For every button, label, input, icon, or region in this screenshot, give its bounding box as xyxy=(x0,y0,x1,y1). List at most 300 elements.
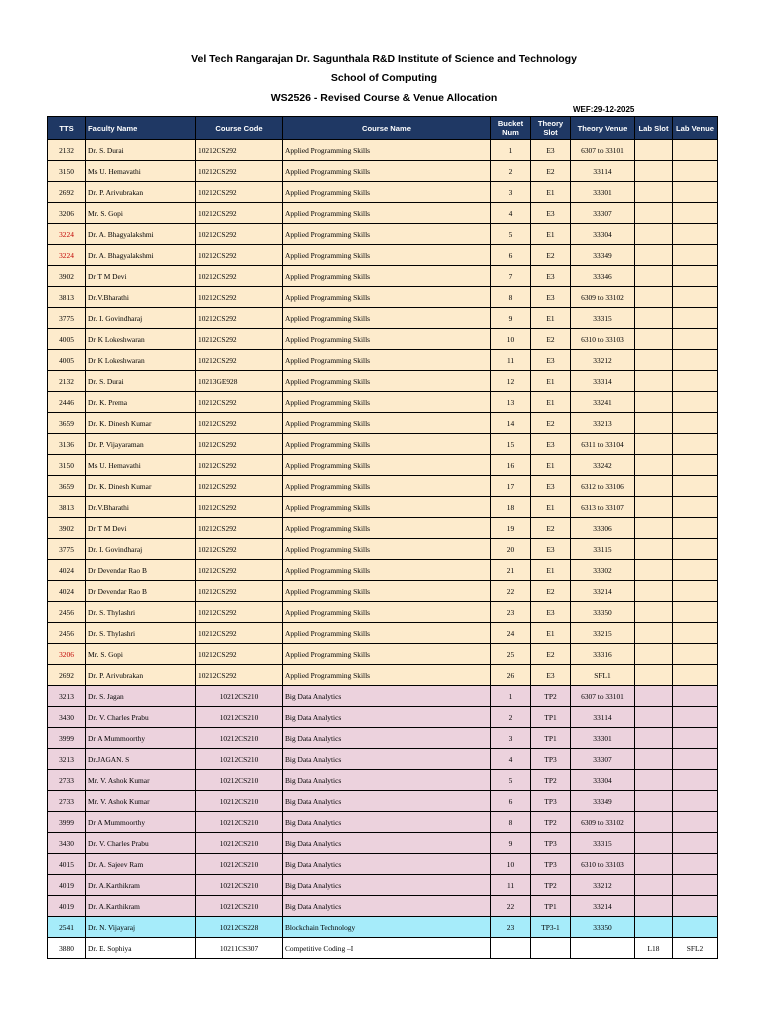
bucket-num-cell: 6 xyxy=(491,791,531,812)
table-row xyxy=(48,413,718,434)
lab-slot-cell xyxy=(635,728,673,749)
theory-slot-cell: E2 xyxy=(531,413,571,434)
theory-venue-cell: 33115 xyxy=(571,539,635,560)
theory-slot-cell: E1 xyxy=(531,224,571,245)
lab-slot-cell xyxy=(635,917,673,938)
course-name-cell: Applied Programming Skills xyxy=(283,182,491,203)
lab-venue-cell xyxy=(673,182,718,203)
tts-cell: 3775 xyxy=(48,539,86,560)
lab-slot-cell xyxy=(635,518,673,539)
theory-venue-cell: 33212 xyxy=(571,350,635,371)
theory-slot-cell: E3 xyxy=(531,140,571,161)
theory-venue-cell: 33304 xyxy=(571,224,635,245)
bucket-num-cell: 9 xyxy=(491,308,531,329)
col-header-faculty-name: Faculty Name xyxy=(86,117,196,140)
lab-slot-cell xyxy=(635,371,673,392)
lab-venue-cell xyxy=(673,455,718,476)
lab-venue-cell xyxy=(673,896,718,917)
course-name-cell: Big Data Analytics xyxy=(283,812,491,833)
course-name-cell: Applied Programming Skills xyxy=(283,497,491,518)
tts-cell: 3430 xyxy=(48,833,86,854)
course-code-cell: 10212CS292 xyxy=(196,224,283,245)
course-code-cell: 10212CS292 xyxy=(196,413,283,434)
col-header-tts: TTS xyxy=(48,117,86,140)
lab-venue-cell xyxy=(673,413,718,434)
table-row xyxy=(48,896,718,917)
theory-venue-cell: 6309 to 33102 xyxy=(571,812,635,833)
theory-venue-cell: 33346 xyxy=(571,266,635,287)
lab-venue-cell xyxy=(673,140,718,161)
table-row xyxy=(48,728,718,749)
faculty-name-cell: Dr. V. Charles Prabu xyxy=(86,833,196,854)
table-row xyxy=(48,455,718,476)
faculty-name-cell: Dr. E. Sophiya xyxy=(86,938,196,959)
course-code-cell: 10212CS292 xyxy=(196,287,283,308)
course-code-cell: 10212CS292 xyxy=(196,392,283,413)
lab-slot-cell xyxy=(635,896,673,917)
course-name-cell: Applied Programming Skills xyxy=(283,455,491,476)
course-code-cell: 10212CS292 xyxy=(196,476,283,497)
table-row xyxy=(48,812,718,833)
course-name-cell: Big Data Analytics xyxy=(283,833,491,854)
theory-venue-cell: 6310 to 33103 xyxy=(571,854,635,875)
course-name-cell: Applied Programming Skills xyxy=(283,203,491,224)
theory-slot-cell: E1 xyxy=(531,308,571,329)
table-row xyxy=(48,350,718,371)
theory-slot-cell: TP3 xyxy=(531,749,571,770)
lab-slot-cell xyxy=(635,749,673,770)
course-name-cell: Competitive Coding –I xyxy=(283,938,491,959)
faculty-name-cell: Dr T M Devi xyxy=(86,518,196,539)
lab-slot-cell xyxy=(635,224,673,245)
col-header-theory-venue: Theory Venue xyxy=(571,117,635,140)
course-name-cell: Applied Programming Skills xyxy=(283,266,491,287)
faculty-name-cell: Dr. S. Durai xyxy=(86,371,196,392)
bucket-num-cell: 8 xyxy=(491,812,531,833)
faculty-name-cell: Dr T M Devi xyxy=(86,266,196,287)
course-code-cell: 10212CS292 xyxy=(196,539,283,560)
theory-venue-cell: 33242 xyxy=(571,455,635,476)
bucket-num-cell: 8 xyxy=(491,287,531,308)
lab-slot-cell xyxy=(635,308,673,329)
theory-slot-cell: TP2 xyxy=(531,875,571,896)
theory-venue-cell: 33241 xyxy=(571,392,635,413)
theory-slot-cell: E2 xyxy=(531,245,571,266)
faculty-name-cell: Dr. A. Bhagyalakshmi xyxy=(86,245,196,266)
bucket-num-cell: 2 xyxy=(491,161,531,182)
table-row xyxy=(48,938,718,959)
faculty-name-cell: Dr.JAGAN. S xyxy=(86,749,196,770)
lab-slot-cell xyxy=(635,329,673,350)
course-name-cell: Big Data Analytics xyxy=(283,896,491,917)
lab-venue-cell: SFL2 xyxy=(673,938,718,959)
course-name-cell: Big Data Analytics xyxy=(283,728,491,749)
faculty-name-cell: Mr. V. Ashok Kumar xyxy=(86,791,196,812)
bucket-num-cell: 4 xyxy=(491,749,531,770)
course-name-cell: Applied Programming Skills xyxy=(283,140,491,161)
course-name-cell: Big Data Analytics xyxy=(283,791,491,812)
course-name-cell: Big Data Analytics xyxy=(283,686,491,707)
table-row xyxy=(48,308,718,329)
bucket-num-cell: 10 xyxy=(491,854,531,875)
col-header-theory-slot: Theory Slot xyxy=(531,117,571,140)
lab-venue-cell xyxy=(673,371,718,392)
tts-cell: 4019 xyxy=(48,875,86,896)
course-code-cell: 10212CS210 xyxy=(196,833,283,854)
course-name-cell: Big Data Analytics xyxy=(283,749,491,770)
lab-slot-cell xyxy=(635,770,673,791)
course-name-cell: Applied Programming Skills xyxy=(283,602,491,623)
bucket-num-cell: 18 xyxy=(491,497,531,518)
table-row xyxy=(48,224,718,245)
bucket-num-cell: 5 xyxy=(491,770,531,791)
bucket-num-cell: 23 xyxy=(491,917,531,938)
lab-venue-cell xyxy=(673,665,718,686)
lab-venue-cell xyxy=(673,161,718,182)
table-row xyxy=(48,434,718,455)
theory-slot-cell: E2 xyxy=(531,518,571,539)
tts-cell: 2456 xyxy=(48,623,86,644)
theory-slot-cell: TP3 xyxy=(531,791,571,812)
tts-cell: 2132 xyxy=(48,371,86,392)
tts-cell: 3136 xyxy=(48,434,86,455)
course-name-cell: Applied Programming Skills xyxy=(283,581,491,602)
table-row xyxy=(48,497,718,518)
lab-venue-cell xyxy=(673,917,718,938)
theory-venue-cell: 33214 xyxy=(571,896,635,917)
bucket-num-cell: 7 xyxy=(491,266,531,287)
table-row xyxy=(48,266,718,287)
lab-venue-cell xyxy=(673,560,718,581)
course-code-cell: 10212CS292 xyxy=(196,140,283,161)
course-code-cell: 10212CS292 xyxy=(196,455,283,476)
lab-venue-cell xyxy=(673,308,718,329)
theory-slot-cell: E3 xyxy=(531,539,571,560)
bucket-num-cell: 20 xyxy=(491,539,531,560)
faculty-name-cell: Dr. P. Vijayaraman xyxy=(86,434,196,455)
table-row xyxy=(48,833,718,854)
theory-venue-cell: 33214 xyxy=(571,581,635,602)
tts-cell: 2733 xyxy=(48,791,86,812)
theory-venue-cell: 6311 to 33104 xyxy=(571,434,635,455)
bucket-num-cell: 3 xyxy=(491,182,531,203)
bucket-num-cell: 4 xyxy=(491,203,531,224)
course-code-cell: 10212CS210 xyxy=(196,791,283,812)
bucket-num-cell: 14 xyxy=(491,413,531,434)
faculty-name-cell: Dr. I. Govindharaj xyxy=(86,539,196,560)
tts-cell: 2692 xyxy=(48,665,86,686)
tts-cell: 4005 xyxy=(48,350,86,371)
wef-date: WEF:29-12-2025 xyxy=(573,105,635,114)
document-title: WS2526 - Revised Course & Venue Allocation xyxy=(270,92,498,104)
course-code-cell: 10212CS292 xyxy=(196,560,283,581)
lab-slot-cell: L18 xyxy=(635,938,673,959)
lab-venue-cell xyxy=(673,854,718,875)
course-name-cell: Big Data Analytics xyxy=(283,875,491,896)
theory-venue-cell: 33314 xyxy=(571,371,635,392)
table-row xyxy=(48,161,718,182)
school-title: School of Computing xyxy=(330,72,438,84)
lab-venue-cell xyxy=(673,245,718,266)
course-code-cell: 10212CS292 xyxy=(196,518,283,539)
faculty-name-cell: Dr Devendar Rao B xyxy=(86,560,196,581)
bucket-num-cell: 21 xyxy=(491,560,531,581)
lab-slot-cell xyxy=(635,413,673,434)
theory-venue-cell: 6307 to 33101 xyxy=(571,140,635,161)
allocation-table xyxy=(47,116,718,959)
theory-slot-cell: TP3-1 xyxy=(531,917,571,938)
tts-cell: 2692 xyxy=(48,182,86,203)
faculty-name-cell: Ms U. Hemavathi xyxy=(86,455,196,476)
bucket-num-cell: 11 xyxy=(491,875,531,896)
course-code-cell: 10212CS210 xyxy=(196,707,283,728)
course-code-cell: 10212CS228 xyxy=(196,917,283,938)
tts-cell: 3999 xyxy=(48,728,86,749)
theory-venue-cell: 33215 xyxy=(571,623,635,644)
lab-venue-cell xyxy=(673,644,718,665)
bucket-num-cell: 1 xyxy=(491,140,531,161)
lab-venue-cell xyxy=(673,434,718,455)
bucket-num-cell: 24 xyxy=(491,623,531,644)
table-row xyxy=(48,602,718,623)
lab-slot-cell xyxy=(635,623,673,644)
bucket-num-cell: 13 xyxy=(491,392,531,413)
course-code-cell: 10212CS292 xyxy=(196,161,283,182)
bucket-num-cell: 23 xyxy=(491,602,531,623)
theory-slot-cell: TP2 xyxy=(531,770,571,791)
table-row xyxy=(48,875,718,896)
course-name-cell: Applied Programming Skills xyxy=(283,161,491,182)
lab-slot-cell xyxy=(635,686,673,707)
faculty-name-cell: Dr. S. Thylashri xyxy=(86,623,196,644)
table-row xyxy=(48,518,718,539)
bucket-num-cell: 26 xyxy=(491,665,531,686)
theory-slot-cell: TP3 xyxy=(531,854,571,875)
tts-cell: 4024 xyxy=(48,581,86,602)
tts-cell: 3813 xyxy=(48,287,86,308)
course-name-cell: Applied Programming Skills xyxy=(283,329,491,350)
institute-title: Vel Tech Rangarajan Dr. Sagunthala R&D Institute of Science and Technology xyxy=(191,53,577,65)
lab-venue-cell xyxy=(673,329,718,350)
table-row xyxy=(48,581,718,602)
lab-slot-cell xyxy=(635,602,673,623)
table-row xyxy=(48,686,718,707)
tts-cell: 4019 xyxy=(48,896,86,917)
lab-slot-cell xyxy=(635,875,673,896)
course-code-cell: 10212CS292 xyxy=(196,350,283,371)
faculty-name-cell: Dr. K. Dinesh Kumar xyxy=(86,476,196,497)
lab-venue-cell xyxy=(673,623,718,644)
bucket-num-cell: 22 xyxy=(491,896,531,917)
table-row xyxy=(48,770,718,791)
faculty-name-cell: Mr. S. Gopi xyxy=(86,644,196,665)
lab-slot-cell xyxy=(635,245,673,266)
tts-cell: 2456 xyxy=(48,602,86,623)
faculty-name-cell: Dr. A.Karthikram xyxy=(86,875,196,896)
theory-venue-cell: 33307 xyxy=(571,203,635,224)
course-name-cell: Applied Programming Skills xyxy=(283,560,491,581)
bucket-num-cell: 16 xyxy=(491,455,531,476)
theory-slot-cell: E3 xyxy=(531,203,571,224)
theory-venue-cell: 6312 to 33106 xyxy=(571,476,635,497)
course-name-cell: Applied Programming Skills xyxy=(283,434,491,455)
course-name-cell: Applied Programming Skills xyxy=(283,644,491,665)
lab-venue-cell xyxy=(673,602,718,623)
bucket-num-cell: 25 xyxy=(491,644,531,665)
faculty-name-cell: Mr. S. Gopi xyxy=(86,203,196,224)
lab-slot-cell xyxy=(635,539,673,560)
faculty-name-cell: Dr K Lokeshwaran xyxy=(86,350,196,371)
theory-slot-cell: E3 xyxy=(531,350,571,371)
table-row xyxy=(48,140,718,161)
theory-venue-cell: 33114 xyxy=(571,161,635,182)
theory-venue-cell: 33114 xyxy=(571,707,635,728)
table-row xyxy=(48,203,718,224)
theory-slot-cell: TP2 xyxy=(531,812,571,833)
theory-venue-cell: 6310 to 33103 xyxy=(571,329,635,350)
theory-venue-cell: 33316 xyxy=(571,644,635,665)
bucket-num-cell: 22 xyxy=(491,581,531,602)
lab-venue-cell xyxy=(673,875,718,896)
faculty-name-cell: Dr. P. Arivubrakan xyxy=(86,182,196,203)
lab-venue-cell xyxy=(673,791,718,812)
tts-cell: 4024 xyxy=(48,560,86,581)
lab-slot-cell xyxy=(635,854,673,875)
bucket-num-cell: 15 xyxy=(491,434,531,455)
course-code-cell: 10212CS210 xyxy=(196,770,283,791)
lab-venue-cell xyxy=(673,686,718,707)
faculty-name-cell: Dr K Lokeshwaran xyxy=(86,329,196,350)
table-row xyxy=(48,854,718,875)
col-header-lab-slot: Lab Slot xyxy=(635,117,673,140)
table-row xyxy=(48,476,718,497)
theory-slot-cell: E3 xyxy=(531,665,571,686)
tts-cell: 3880 xyxy=(48,938,86,959)
course-code-cell: 10212CS292 xyxy=(196,182,283,203)
lab-slot-cell xyxy=(635,392,673,413)
lab-slot-cell xyxy=(635,581,673,602)
course-code-cell: 10212CS292 xyxy=(196,245,283,266)
tts-cell: 3659 xyxy=(48,413,86,434)
lab-slot-cell xyxy=(635,812,673,833)
theory-venue-cell: 33350 xyxy=(571,602,635,623)
lab-slot-cell xyxy=(635,434,673,455)
faculty-name-cell: Dr. V. Charles Prabu xyxy=(86,707,196,728)
faculty-name-cell: Dr.V.Bharathi xyxy=(86,287,196,308)
course-name-cell: Applied Programming Skills xyxy=(283,518,491,539)
course-name-cell: Applied Programming Skills xyxy=(283,224,491,245)
course-name-cell: Applied Programming Skills xyxy=(283,623,491,644)
theory-venue-cell: 33306 xyxy=(571,518,635,539)
theory-slot-cell: E2 xyxy=(531,644,571,665)
theory-slot-cell: E3 xyxy=(531,476,571,497)
course-name-cell: Applied Programming Skills xyxy=(283,308,491,329)
theory-venue-cell: 6309 to 33102 xyxy=(571,287,635,308)
theory-venue-cell: 6313 to 33107 xyxy=(571,497,635,518)
tts-cell: 3224 xyxy=(48,245,86,266)
course-code-cell: 10212CS210 xyxy=(196,812,283,833)
faculty-name-cell: Dr. I. Govindharaj xyxy=(86,308,196,329)
course-code-cell: 10211CS307 xyxy=(196,938,283,959)
faculty-name-cell: Dr. A. Bhagyalakshmi xyxy=(86,224,196,245)
lab-slot-cell xyxy=(635,560,673,581)
tts-cell: 3224 xyxy=(48,224,86,245)
course-code-cell: 10213GE928 xyxy=(196,371,283,392)
table-row xyxy=(48,791,718,812)
lab-slot-cell xyxy=(635,707,673,728)
theory-venue-cell: 33315 xyxy=(571,833,635,854)
course-code-cell: 10212CS292 xyxy=(196,329,283,350)
tts-cell: 4005 xyxy=(48,329,86,350)
table-row xyxy=(48,182,718,203)
table-row xyxy=(48,287,718,308)
tts-cell: 3813 xyxy=(48,497,86,518)
tts-cell: 3775 xyxy=(48,308,86,329)
course-name-cell: Applied Programming Skills xyxy=(283,245,491,266)
course-name-cell: Applied Programming Skills xyxy=(283,665,491,686)
tts-cell: 3150 xyxy=(48,161,86,182)
lab-venue-cell xyxy=(673,833,718,854)
course-code-cell: 10212CS292 xyxy=(196,665,283,686)
bucket-num-cell: 2 xyxy=(491,707,531,728)
course-code-cell: 10212CS210 xyxy=(196,686,283,707)
theory-slot-cell: E2 xyxy=(531,329,571,350)
lab-slot-cell xyxy=(635,833,673,854)
col-header-bucket-num: Bucket Num xyxy=(491,117,531,140)
faculty-name-cell: Dr.V.Bharathi xyxy=(86,497,196,518)
faculty-name-cell: Ms U. Hemavathi xyxy=(86,161,196,182)
tts-cell: 3150 xyxy=(48,455,86,476)
course-name-cell: Applied Programming Skills xyxy=(283,392,491,413)
bucket-num-cell: 1 xyxy=(491,686,531,707)
lab-slot-cell xyxy=(635,665,673,686)
lab-venue-cell xyxy=(673,392,718,413)
theory-slot-cell: E1 xyxy=(531,392,571,413)
theory-venue-cell: 33350 xyxy=(571,917,635,938)
table-row xyxy=(48,392,718,413)
faculty-name-cell: Mr. V. Ashok Kumar xyxy=(86,770,196,791)
lab-venue-cell xyxy=(673,581,718,602)
bucket-num-cell: 12 xyxy=(491,371,531,392)
table-header-row xyxy=(48,117,718,140)
faculty-name-cell: Dr A Mummoorthy xyxy=(86,728,196,749)
tts-cell: 3902 xyxy=(48,266,86,287)
tts-cell: 3430 xyxy=(48,707,86,728)
tts-cell: 3999 xyxy=(48,812,86,833)
theory-slot-cell: TP1 xyxy=(531,707,571,728)
faculty-name-cell: Dr. K. Dinesh Kumar xyxy=(86,413,196,434)
course-code-cell: 10212CS292 xyxy=(196,308,283,329)
faculty-name-cell: Dr. S. Durai xyxy=(86,140,196,161)
lab-slot-cell xyxy=(635,497,673,518)
course-name-cell: Big Data Analytics xyxy=(283,707,491,728)
theory-slot-cell: TP3 xyxy=(531,833,571,854)
tts-cell: 2132 xyxy=(48,140,86,161)
theory-slot-cell: E1 xyxy=(531,182,571,203)
table-row xyxy=(48,665,718,686)
faculty-name-cell: Dr. S. Thylashri xyxy=(86,602,196,623)
course-name-cell: Blockchain Technology xyxy=(283,917,491,938)
theory-venue-cell: 33301 xyxy=(571,182,635,203)
theory-venue-cell: 33304 xyxy=(571,770,635,791)
course-code-cell: 10212CS292 xyxy=(196,581,283,602)
theory-venue-cell xyxy=(571,938,635,959)
lab-slot-cell xyxy=(635,791,673,812)
lab-venue-cell xyxy=(673,539,718,560)
tts-cell: 4015 xyxy=(48,854,86,875)
faculty-name-cell: Dr A Mummoorthy xyxy=(86,812,196,833)
bucket-num-cell: 17 xyxy=(491,476,531,497)
